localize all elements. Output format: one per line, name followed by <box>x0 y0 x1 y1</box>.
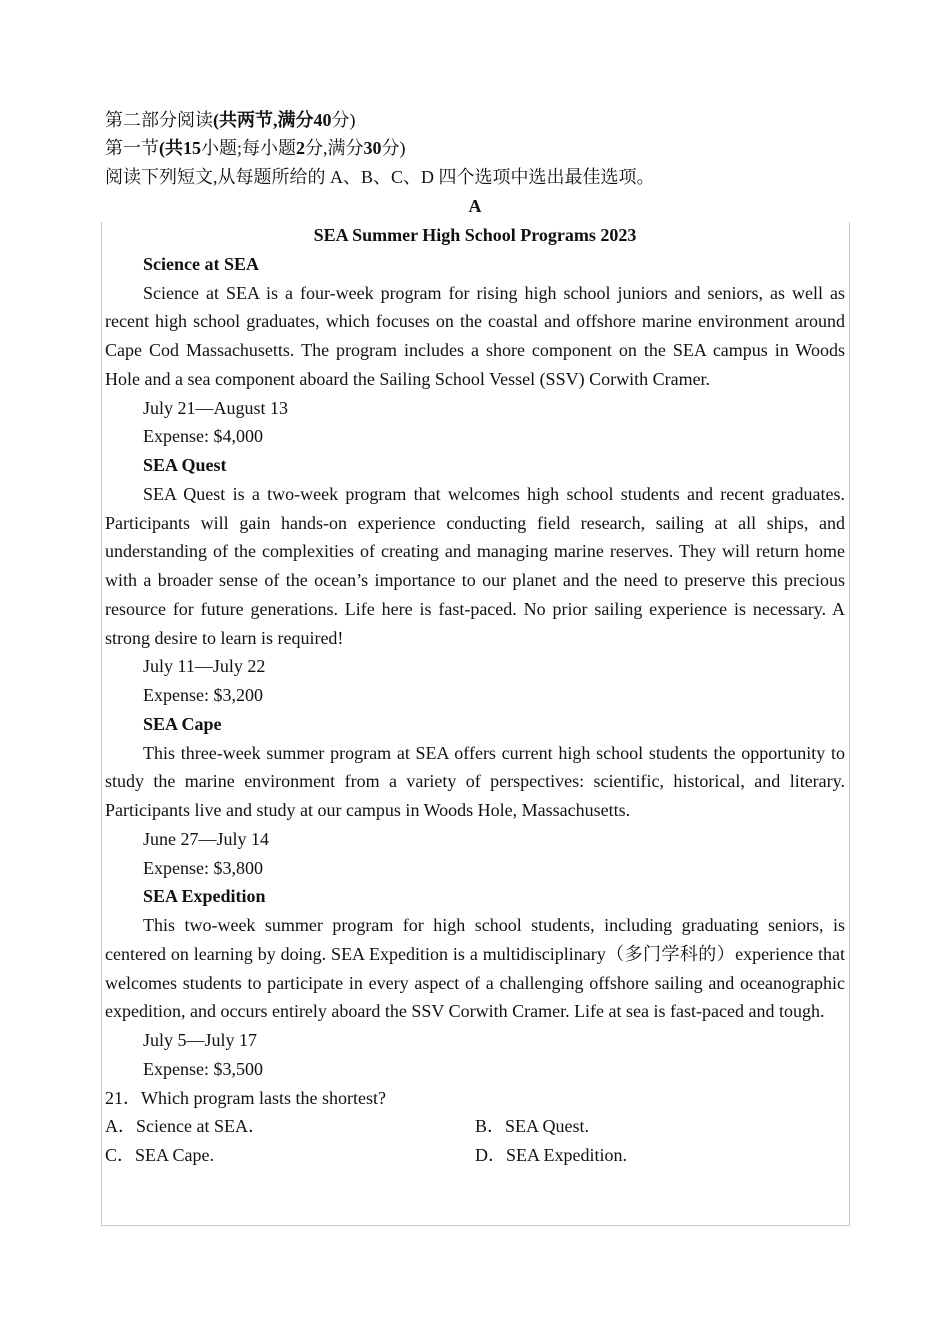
option-d[interactable]: D．SEA Expedition. <box>475 1145 627 1165</box>
program-expense: Expense: $4,000 <box>143 426 263 447</box>
program-dates: July 21—August 13 <box>143 397 289 418</box>
program-expense: Expense: $3,500 <box>143 1058 263 1079</box>
program-name: Science at SEA <box>143 253 259 274</box>
instructions: 阅读下列短文,从每题所给的 A、B、C、D 四个选项中选出最佳选项。 <box>105 167 655 187</box>
program-description: This two-week summer program for high school students, including graduating seniors, is centered on learning by doing. SEA Expedition is a multidisciplinary（多门学科的）experience that welcomes students to participate in every aspect of a challenging offshore sailing and oceanographic expedition, and occurs entirely aboard the SSV Corwith Cramer. Life at sea is fast-paced and tough. <box>105 915 845 1022</box>
program-description: Science at SEA is a four-week program for rising high school juniors and seniors, as well as recent high school graduates, which focuses on the coastal and offshore marine environment around Cape Cod Massachusetts. The program includes a shore component on the SEA campus in Woods Hole and a sea component aboard the Sailing School Vessel (SSV) Corwith Cramer. <box>105 282 845 389</box>
subsection-heading: 第一节(共15小题;每小题2分,满分30分) <box>105 138 406 158</box>
program-expense: Expense: $3,200 <box>143 685 263 705</box>
section-heading: 第二部分阅读(共两节,满分40分) <box>105 110 356 130</box>
program-description: SEA Quest is a two-week program that welcomes high school students and recent graduates. Participants will gain hands-on experience conducting field research, sailing at all ships, and understanding of the complexities of creating and managing marine reserves. They will return home with a broader sense of the ocean’s importance to our planet and the need to preserve this precious resource for future generations. Life here is fast-paced. No prior sailing experience is necessary. A strong desire to learn is required! <box>105 483 845 648</box>
program-name: SEA Quest <box>143 455 227 475</box>
program-dates: June 27—July 14 <box>143 828 269 849</box>
program-description: This three-week summer program at SEA offers current high school students the opportunity to study the marine environment from a variety of perspectives: scientific, historical, and literary. Participants live and study at our campus in Woods Hole, Massachusetts. <box>105 742 845 820</box>
passage-letter: A <box>468 196 482 216</box>
passage-title: SEA Summer High School Programs 2023 <box>313 225 637 245</box>
program-name: SEA Cape <box>143 713 222 734</box>
passage-content <box>105 221 845 1170</box>
option-c[interactable]: C．SEA Cape. <box>105 1145 215 1165</box>
option-a[interactable]: A．Science at SEA． <box>105 1116 266 1137</box>
program-expense: Expense: $3,800 <box>143 857 263 878</box>
program-dates: July 11—July 22 <box>143 656 266 677</box>
program-dates: July 5—July 17 <box>143 1030 258 1050</box>
program-name: SEA Expedition <box>143 886 266 907</box>
option-b[interactable]: B．SEA Quest. <box>475 1116 590 1137</box>
question-stem: 21．Which program lasts the shortest? <box>105 1087 386 1108</box>
